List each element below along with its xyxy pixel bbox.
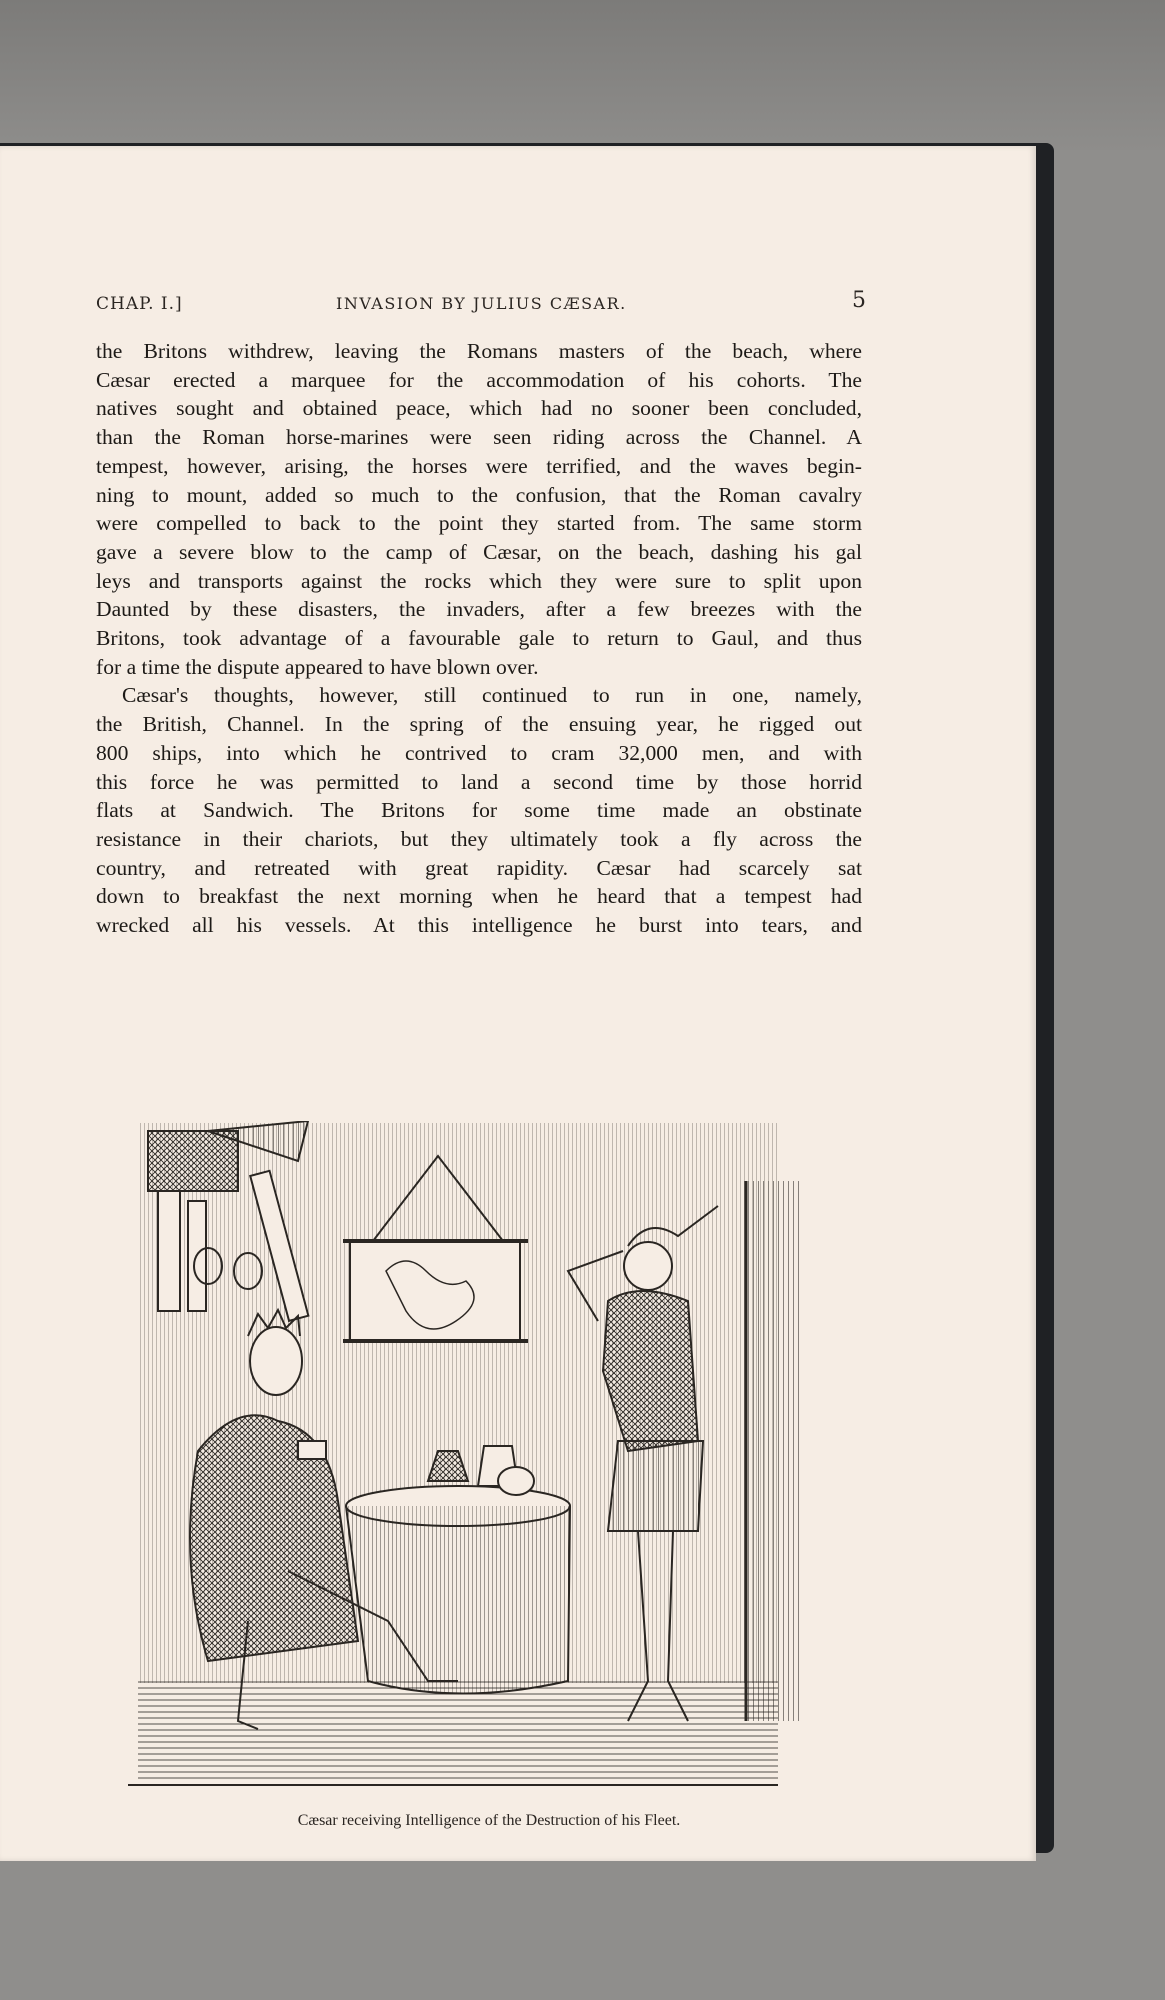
- text-line: ning to mount, added so much to the confusion, that the Roman cavalry: [96, 482, 862, 507]
- doorway: [748, 1181, 803, 1721]
- text-line: Daunted by these disasters, the invaders, after a few breezes with the: [96, 597, 862, 622]
- engraving-illustration: [128, 1121, 820, 1801]
- running-header: [96, 288, 866, 318]
- text-line: for a time the dispute appeared to have blown over.: [96, 654, 539, 679]
- text-line: than the Roman horse-marines were seen riding across the Channel. A: [96, 425, 862, 450]
- paragraph-1: [96, 337, 862, 681]
- chapter-label: CHAP. I.]: [96, 294, 183, 314]
- page-number: 5: [852, 288, 866, 313]
- illustration-caption: Cæsar receiving Intelligence of the Destruction of his Fleet.: [297, 1812, 681, 1829]
- text-line: tempest, however, arising, the horses were terrified, and the waves begin-: [96, 453, 862, 478]
- text-line: gave a severe blow to the camp of Cæsar, on the beach, dashing his gal: [96, 539, 862, 564]
- floor: [138, 1681, 778, 1781]
- text-line: the Britons withdrew, leaving the Romans masters of the beach, where: [96, 339, 862, 363]
- text-line: 800 ships, into which he contrived to cram 32,000 men, and with: [96, 740, 862, 765]
- text-line: resistance in their chariots, but they ultimately took a fly across the: [96, 826, 862, 851]
- backdrop: [0, 0, 1165, 150]
- text-line: Britons, took advantage of a favourable gale to return to Gaul, and thus: [96, 626, 862, 651]
- text-line: natives sought and obtained peace, which had no sooner been concluded,: [96, 396, 862, 421]
- text-line: down to breakfast the next morning when he heard that a tempest had: [96, 884, 862, 909]
- text-line: Cæsar's thoughts, however, still continued to run in one, namely,: [122, 683, 862, 708]
- body-text: [96, 337, 862, 940]
- text-line: country, and retreated with great rapidity. Cæsar had scarcely sat: [96, 855, 862, 880]
- text-line: the British, Channel. In the spring of the ensuing year, he rigged out: [96, 712, 862, 737]
- book-page: [0, 146, 1036, 1861]
- text-line: this force he was permitted to land a second time by those horrid: [96, 769, 862, 794]
- text-line: Cæsar erected a marquee for the accommodation of his cohorts. The: [96, 367, 862, 392]
- paragraph-2: [96, 681, 862, 939]
- text-line: leys and transports against the rocks which they were sure to split upon: [96, 568, 862, 593]
- text-line: were compelled to back to the point they started from. The same storm: [96, 511, 862, 536]
- running-title: INVASION BY JULIUS CÆSAR.: [336, 294, 627, 313]
- text-line: wrecked all his vessels. At this intelligence he burst into tears, and: [96, 913, 862, 938]
- text-line: flats at Sandwich. The Britons for some time made an obstinate: [96, 798, 862, 823]
